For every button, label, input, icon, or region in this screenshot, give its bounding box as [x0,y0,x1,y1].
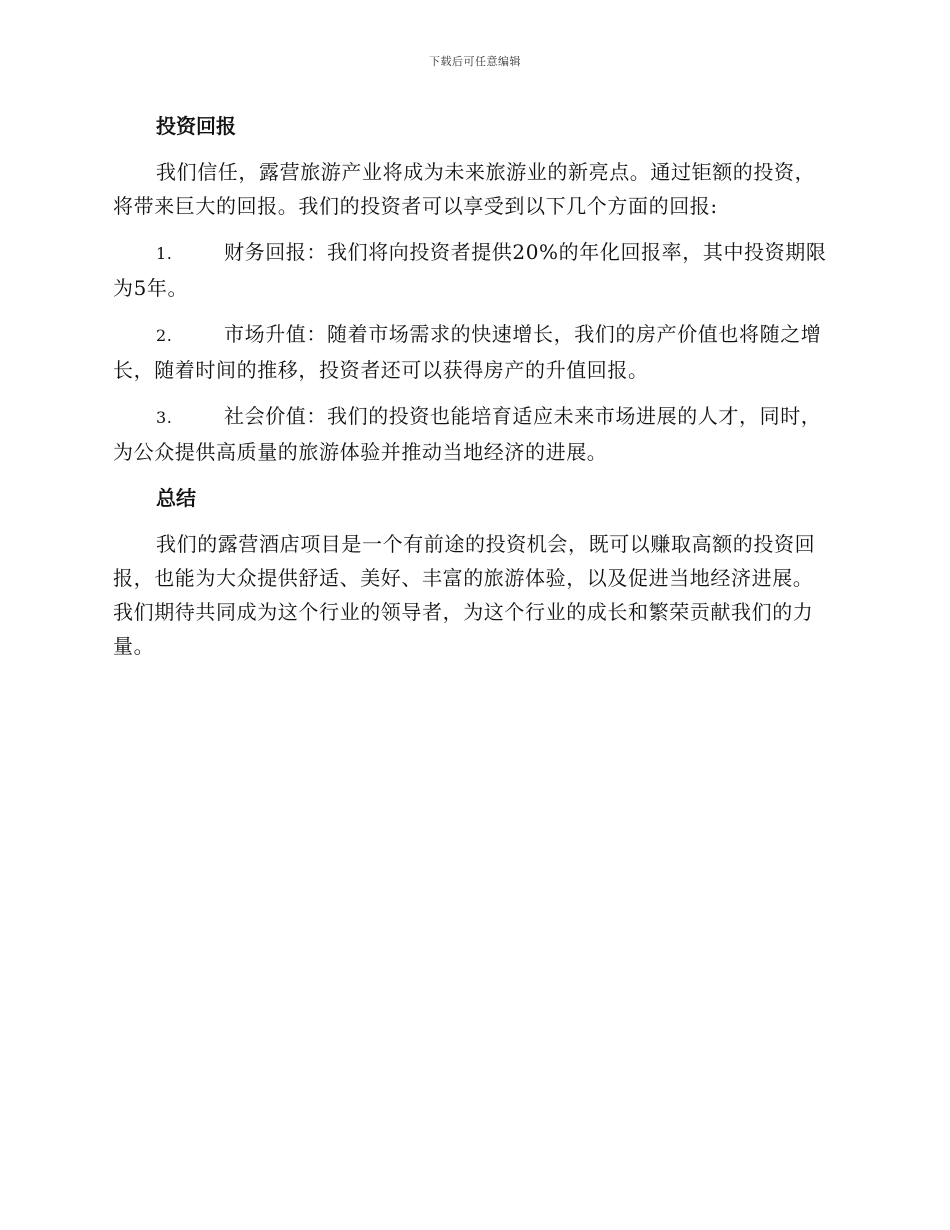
list-item [113,235,833,305]
list-item-text: 财务回报：我们将向投资者提供20%的年化回报率，其中投资期限为5年。 [113,240,827,300]
list-item-number: 1. [156,244,173,263]
section-heading-summary: 总结 [156,486,196,510]
document-body [113,109,833,675]
summary-paragraph: 我们的露营酒店项目是一个有前途的投资机会，既可以赚取高额的投资回报，也能为大众提供舒适、美好、丰富的旅游体验，以及促进当地经济进展。我们期待共同成为这个行业的领导者，为这个行业的成长和繁荣贡献我们的力量。 [113,532,816,658]
list-item-text: 市场升值：随着市场需求的快速增长，我们的房产价值也将随之增长，随着时间的推移，投资者还可以获得房产的升值回报。 [113,322,822,382]
list-item-text: 社会价值：我们的投资也能培育适应未来市场进展的人才，同时，为公众提供高质量的旅游体验并推动当地经济的进展。 [113,404,822,464]
section-heading-investment-return: 投资回报 [156,114,236,138]
list-item [113,317,833,387]
list-item-number: 3. [156,408,173,427]
investment-intro-paragraph: 我们信任，露营旅游产业将成为未来旅游业的新亮点。通过钜额的投资，将带来巨大的回报。我们的投资者可以享受到以下几个方面的回报: [113,160,816,218]
list-item-number: 2. [156,326,173,345]
list-item [113,399,833,469]
page-header: 下载后可任意编辑 [429,55,521,68]
